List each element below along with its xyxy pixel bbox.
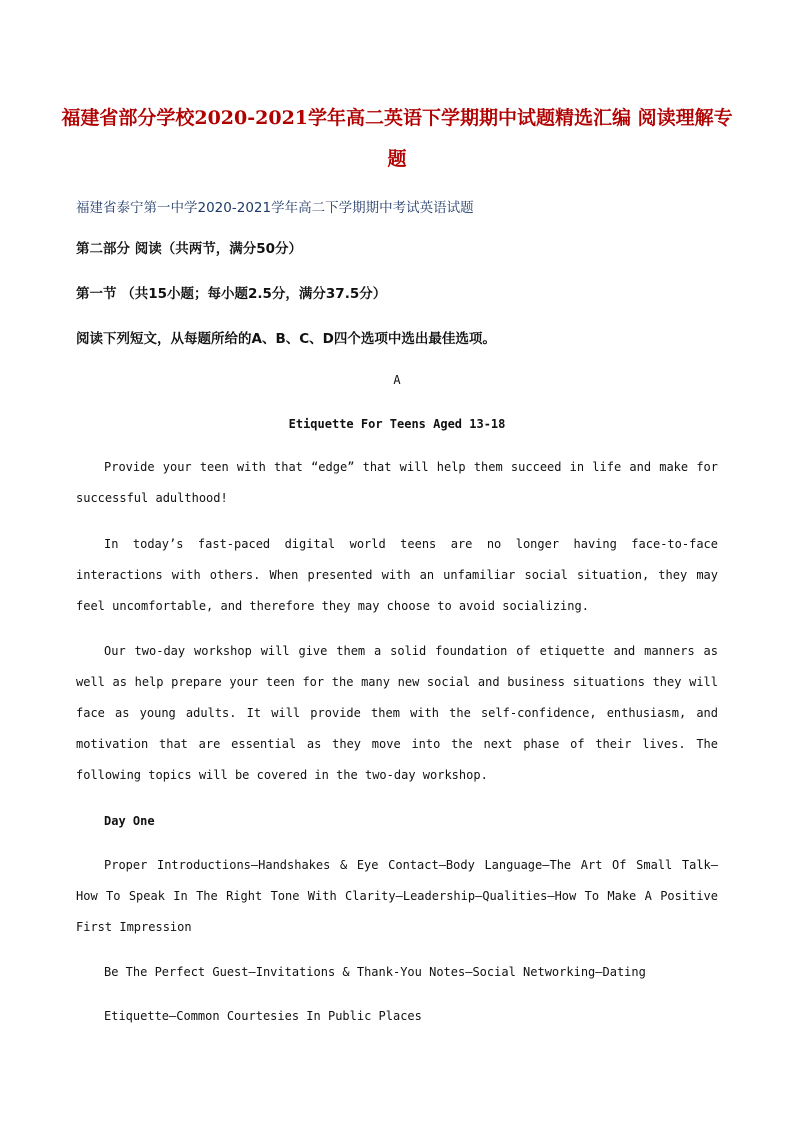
source-school-line: 福建省泰宁第一中学2020-2021学年高二下学期期中考试英语试题 <box>76 200 474 216</box>
guest-topics-line: Be The Perfect Guest—Invitations & Thank-You Notes—Social Networking—Dating <box>104 965 646 979</box>
passage-title: Etiquette For Teens Aged 13-18 <box>288 417 506 431</box>
paragraph-1: Provide your teen with that “edge” that will help them succeed in life and make for successful adulthood! <box>76 460 718 505</box>
part-heading: 第二部分 阅读（共两节，满分50分） <box>76 241 302 257</box>
etiquette-topics-line: Etiquette—Common Courtesies In Public Places <box>104 1009 422 1023</box>
passage-label: A <box>393 373 401 387</box>
section-heading: 第一节 （共15小题；每小题2.5分，满分37.5分） <box>76 286 387 302</box>
paragraph-2: In today’s fast-paced digital world teens are no longer having face-to-face interactions with others. When presented with an unfamiliar social situation, they may feel uncomfortable, and therefore they may choose to avoid socializing. <box>76 537 718 613</box>
reading-instruction: 阅读下列短文，从每题所给的A、B、C、D四个选项中选出最佳选项。 <box>76 331 496 347</box>
paragraph-3: Our two-day workshop will give them a solid foundation of etiquette and manners as well as help prepare your teen for the many new social and business situations they will face as young adults. It will provide them with the self-confidence, enthusiasm, and motivation that are essential as they move into the next phase of their lives. The following topics will be covered in the two-day workshop. <box>76 644 718 782</box>
day-one-topics: Proper Introductions—Handshakes & Eye Contact—Body Language—The Art Of Small Talk—How To Speak In The Right Tone With Clarity—Leadership—Qualities—How To Make A Positive First Impression <box>76 858 718 934</box>
document-title-line-1: 福建省部分学校2020-2021学年高二英语下学期期中试题精选汇编 阅读理解专 <box>61 107 733 129</box>
day-one-label: Day One <box>104 814 155 828</box>
document-title-line-2: 题 <box>387 148 407 170</box>
